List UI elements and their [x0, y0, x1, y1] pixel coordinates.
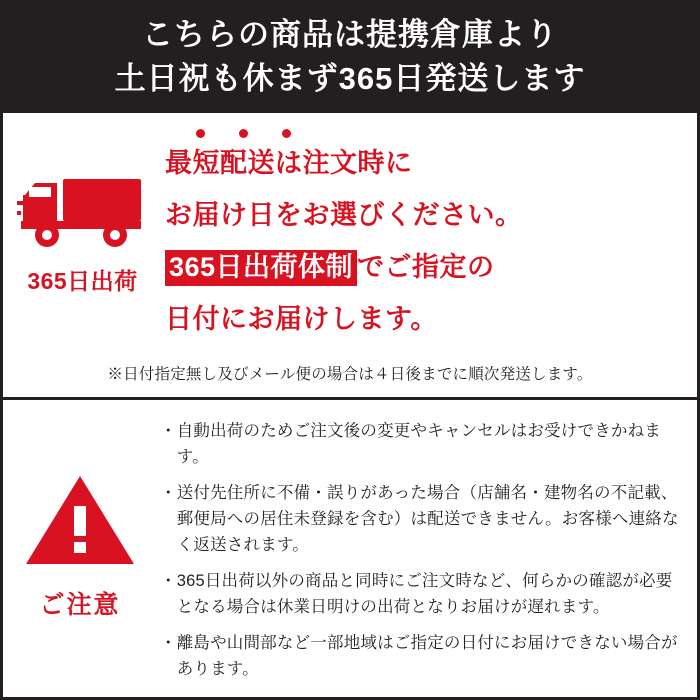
- note-text: 送付先住所に不備・誤りがあった場合（店舗名・建物名の不記載、郵便局への居住未登録を含む）は配送できません。お客様へ連絡なく返送されます。: [176, 484, 679, 554]
- list-item: [160, 480, 684, 558]
- warning-triangle-icon: [24, 472, 136, 573]
- truck-label: 365日出荷: [27, 268, 138, 294]
- delivery-line-3: [165, 241, 682, 293]
- decorative-dots: [196, 129, 291, 138]
- header-line-2: 土日祝も休まず365日発送します: [114, 60, 586, 96]
- bullet-icon: ・: [160, 422, 177, 440]
- list-item: [160, 418, 684, 470]
- caution-notes-list: [160, 410, 700, 700]
- note-text: 365日出荷以外の商品と同時にご注文時など、何らかの確認が必要となる場合は休業日明けの出荷となりお届けが遅れます。: [176, 572, 673, 616]
- dot-1: [196, 129, 205, 138]
- bullet-icon: ・: [160, 484, 177, 502]
- delivery-section: [0, 113, 700, 400]
- list-item: [160, 568, 684, 620]
- delivery-line-2: お届け日をお選びください。: [165, 200, 523, 230]
- delivery-highlight: 365日出荷体制: [165, 250, 357, 286]
- delivery-line-4: 日付にお届けします。: [165, 304, 438, 334]
- delivery-text-column: [165, 123, 700, 365]
- delivery-note: ※日付指定無し及びメール便の場合は４日後までに順次発送します。: [107, 366, 593, 383]
- banner-header: [0, 0, 700, 113]
- delivery-truck-icon: [17, 171, 149, 253]
- caution-label: ご注意: [39, 591, 121, 619]
- dot-3: [282, 129, 291, 138]
- note-text: 自動出荷のためご注文後の変更やキャンセルはお受けできかねます。: [176, 422, 662, 466]
- caution-column: [0, 410, 160, 700]
- delivery-line-3-rest: でご指定の: [357, 252, 495, 282]
- dot-2: [239, 129, 248, 138]
- bullet-icon: ・: [160, 634, 177, 652]
- truck-column: [0, 123, 165, 365]
- list-item: [160, 630, 684, 682]
- delivery-line-1: 最短配送は注文時に: [165, 148, 413, 178]
- caution-section: [0, 400, 700, 700]
- bullet-icon: ・: [160, 572, 177, 590]
- header-line-1: こちらの商品は提携倉庫より: [142, 16, 558, 52]
- note-text: 離島や山間部など一部地域はご指定の日付にお届けできない場合があります。: [176, 634, 678, 678]
